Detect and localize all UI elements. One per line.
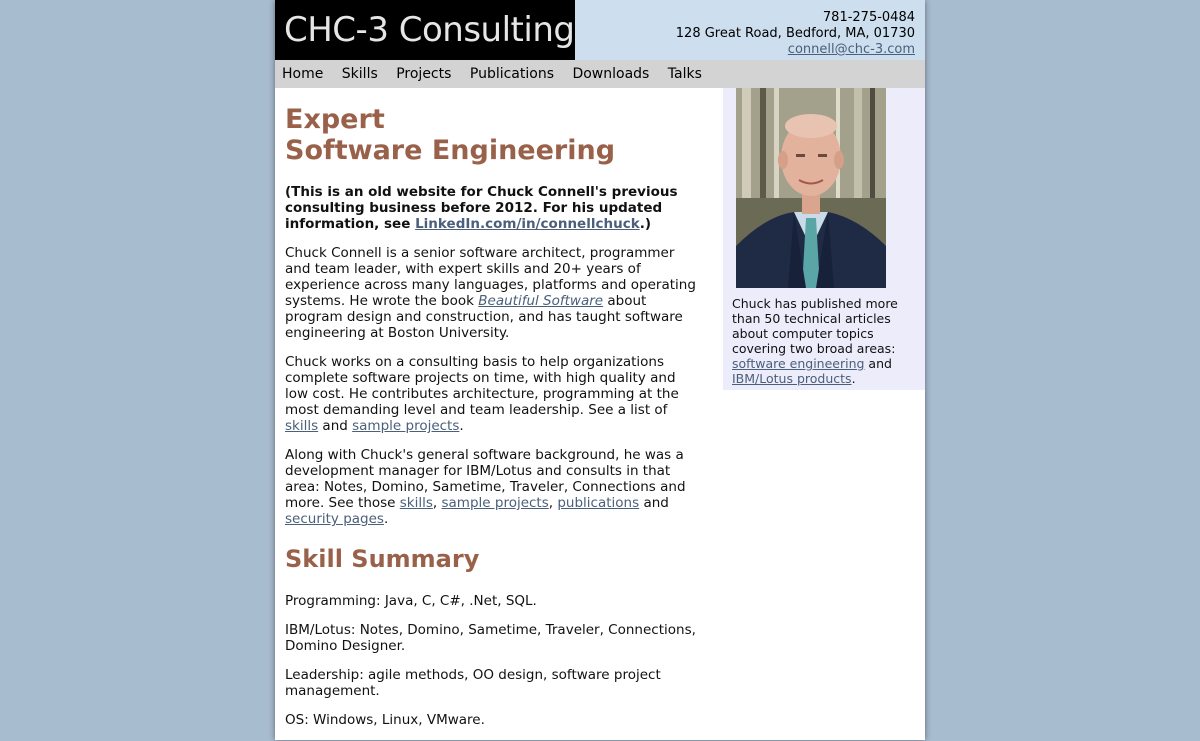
header — [275, 0, 925, 60]
paragraph-consulting: Chuck works on a consulting basis to help organizations complete software projects on time, with high quality and low cost. He contributes architecture, programming at the most demanding level and team leadership. See a list of skills and sample projects. — [285, 354, 679, 434]
skill-summary-heading: Skill Summary — [285, 545, 480, 573]
paragraph-ibm: Along with Chuck's general software background, he was a development manager for IBM/Lotus and consults in that area: Notes, Domino, Sametime, Traveler, Connections and more. See those skills, sample projects, publications and security pages. — [285, 447, 686, 527]
ibm-sample-projects-link[interactable]: sample projects — [441, 495, 549, 511]
skill-leadership: Leadership: agile methods, OO design, software project management. — [285, 667, 661, 699]
skill-os: OS: Windows, Linux, VMware. — [285, 712, 485, 728]
contact-info — [676, 10, 915, 58]
skills-link[interactable]: skills — [285, 418, 319, 434]
site-logo[interactable]: CHC-3 Consulting — [275, 0, 575, 60]
phone-number: 781-275-0484 — [822, 10, 915, 25]
publications-link[interactable]: publications — [557, 495, 640, 511]
intro-note: (This is an old website for Chuck Connell's previous consulting business before 2012. For his updated information, see LinkedIn.com/in/connellchuck.) — [285, 184, 678, 232]
email-link[interactable]: connell@chc-3.com — [787, 42, 915, 57]
nav-talks[interactable]: Talks — [667, 66, 702, 82]
nav-publications[interactable]: Publications — [469, 66, 554, 82]
sidebar — [723, 88, 925, 390]
linkedin-link[interactable]: LinkedIn.com/in/connellchuck — [415, 216, 640, 232]
ibm-skills-link[interactable]: skills — [399, 495, 433, 511]
nav-skills[interactable]: Skills — [341, 66, 378, 82]
main-content — [285, 104, 700, 741]
sidebar-text: Chuck has published more than 50 technical articles about computer topics covering two broad areas: software engineering and IBM/Lotus products. — [732, 296, 898, 386]
skill-programming: Programming: Java, C, C#, .Net, SQL. — [285, 593, 537, 609]
paragraph-bio: Chuck Connell is a senior software architect, programmer and team leader, with expert skills and 20+ years of experience across many languages, platforms and operating systems. He wrote the book Beautiful Software about program design and construction, and has taught software engineering at Boston University. — [285, 245, 696, 341]
nav-bar — [275, 60, 925, 88]
nav-projects[interactable]: Projects — [396, 66, 452, 82]
security-pages-link[interactable]: security pages — [285, 511, 384, 527]
beautiful-software-link[interactable]: Beautiful Software — [478, 293, 604, 309]
skill-ibm: IBM/Lotus: Notes, Domino, Sametime, Traveler, Connections, Domino Designer. — [285, 622, 696, 654]
page-title: Expert Software Engineering — [285, 104, 616, 166]
sample-projects-link[interactable]: sample projects — [352, 418, 460, 434]
address: 128 Great Road, Bedford, MA, 01730 — [675, 26, 915, 41]
software-engineering-link[interactable]: software engineering — [732, 356, 865, 371]
nav-home[interactable]: Home — [282, 66, 324, 82]
page-container — [275, 0, 925, 740]
nav-downloads[interactable]: Downloads — [572, 66, 650, 82]
profile-photo — [736, 88, 886, 288]
ibm-lotus-products-link[interactable]: IBM/Lotus products — [732, 371, 852, 386]
